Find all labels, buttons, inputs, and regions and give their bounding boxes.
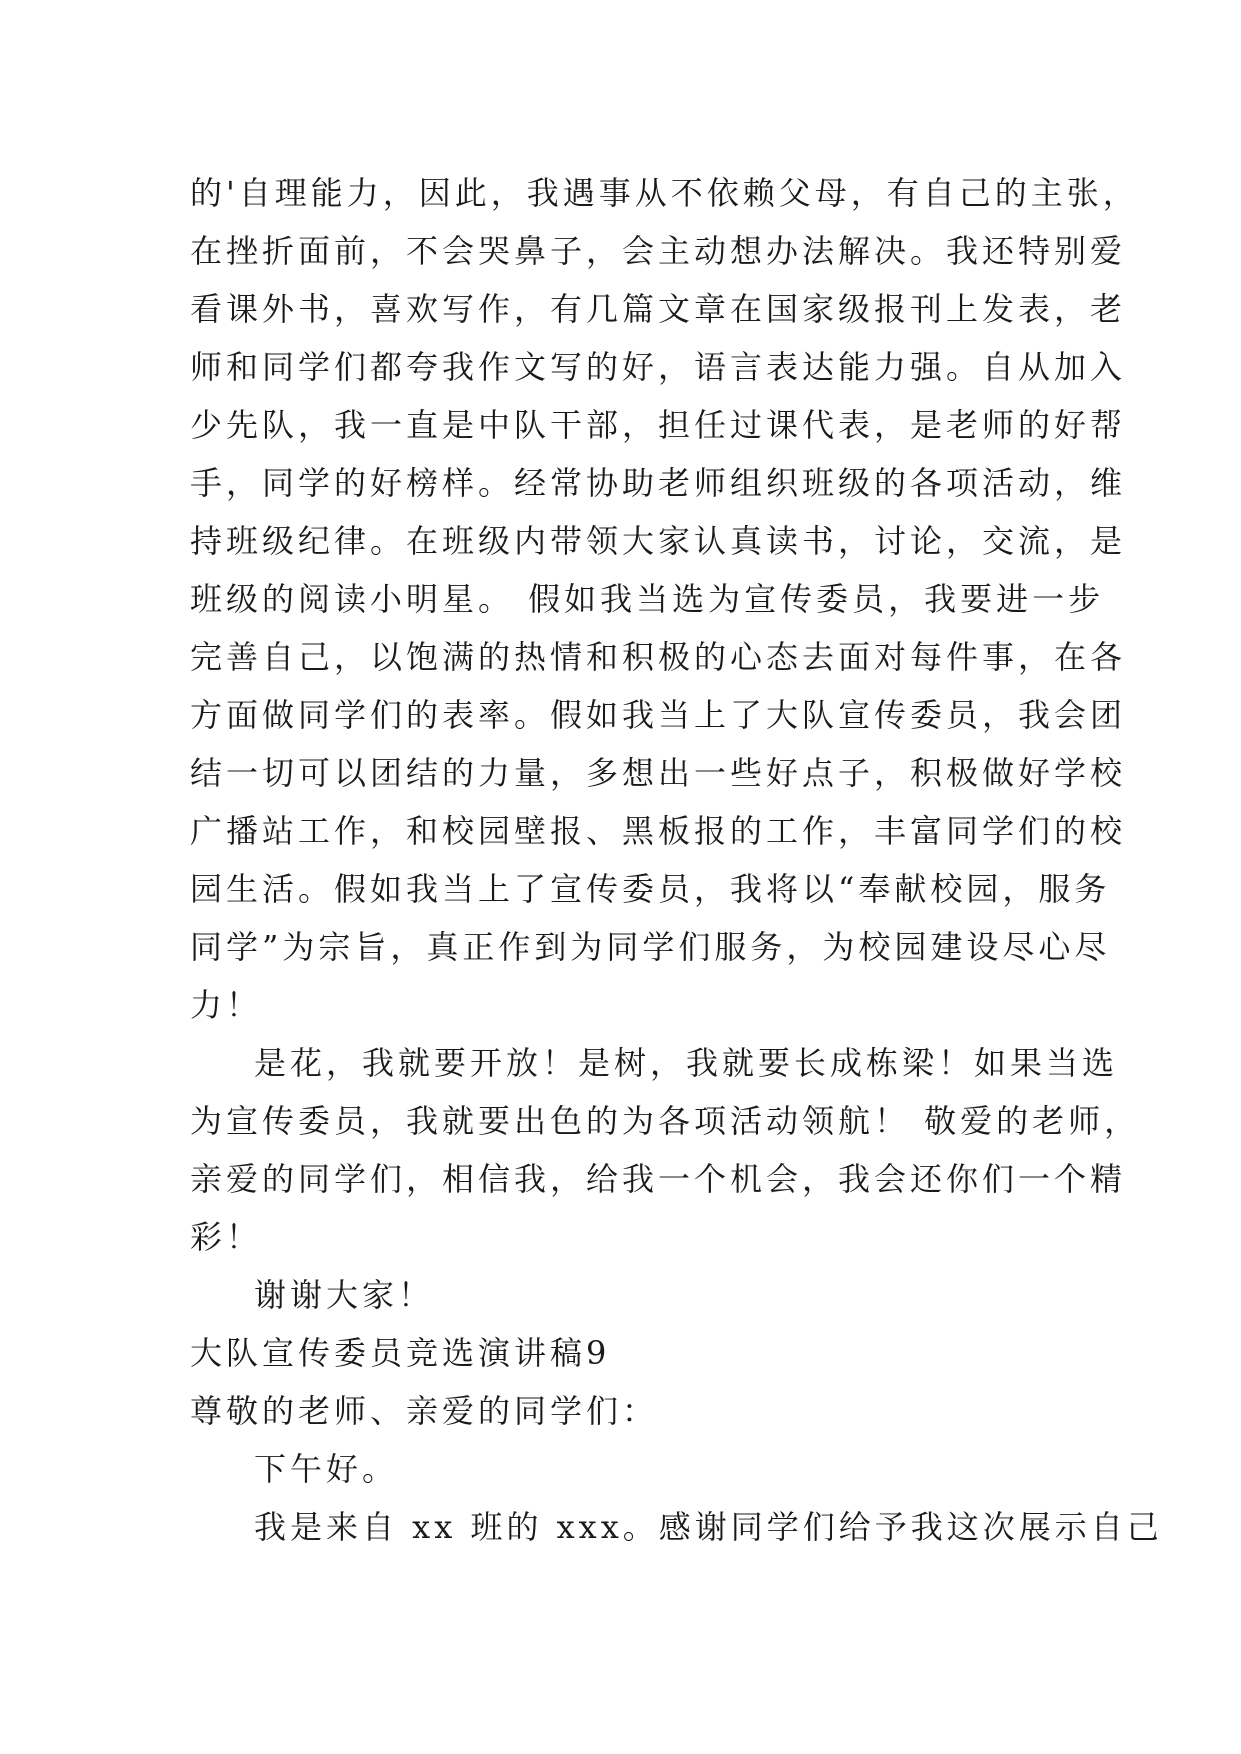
paragraph-line: 师和同学们都夸我作文写的好，语言表达能力强。自从加入 (190, 348, 1127, 386)
thanks-line: 谢谢大家！ (254, 1276, 435, 1314)
section-title: 大队宣传委员竞选演讲稿9 (190, 1334, 611, 1372)
paragraph-line: 是花，我就要开放！是树，我就要长成栋梁！如果当选 (254, 1044, 1119, 1082)
paragraph-line: 在挫折面前，不会哭鼻子，会主动想办法解决。我还特别爱 (190, 232, 1127, 270)
paragraph-line: 为宣传委员，我就要出色的为各项活动领航！ 敬爱的老师， (190, 1102, 1141, 1140)
paragraph-line: 的'自理能力，因此，我遇事从不依赖父母，有自己的主张， (190, 174, 1139, 212)
paragraph-line: 少先队，我一直是中队干部，担任过课代表，是老师的好帮 (190, 406, 1127, 444)
paragraph-line: 手，同学的好榜样。经常协助老师组织班级的各项活动，维 (190, 464, 1127, 502)
paragraph-line: 力！ (190, 986, 263, 1024)
paragraph-line: 方面做同学们的表率。假如我当上了大队宣传委员，我会团 (190, 696, 1127, 734)
paragraph-line: 看课外书，喜欢写作，有几篇文章在国家级报刊上发表，老 (190, 290, 1127, 328)
document-body (190, 164, 1163, 1556)
paragraph-line: 班级的阅读小明星。 假如我当选为宣传委员，我要进一步 (190, 580, 1105, 618)
greeting-line: 下午好。 (254, 1450, 399, 1488)
paragraph-line: 持班级纪律。在班级内带领大家认真读书，讨论，交流，是 (190, 522, 1127, 560)
paragraph-line: 结一切可以团结的力量，多想出一些好点子，积极做好学校 (190, 754, 1127, 792)
paragraph-line: 彩！ (190, 1218, 263, 1256)
paragraph-line: 完善自己，以饱满的热情和积极的心态去面对每件事，在各 (190, 638, 1127, 676)
paragraph-line: 亲爱的同学们，相信我，给我一个机会，我会还你们一个精 (190, 1160, 1127, 1198)
paragraph-line: 我是来自 xx 班的 xxx。感谢同学们给予我这次展示自己 (254, 1508, 1163, 1546)
paragraph-line: 园生活。假如我当上了宣传委员，我将以“奉献校园，服务 (190, 870, 1111, 908)
salutation-line: 尊敬的老师、亲爱的同学们： (190, 1392, 659, 1430)
paragraph-line: 广播站工作，和校园壁报、黑板报的工作，丰富同学们的校 (190, 812, 1127, 850)
paragraph-line: 同学”为宗旨，真正作到为同学们服务，为校园建设尽心尽 (190, 928, 1111, 966)
